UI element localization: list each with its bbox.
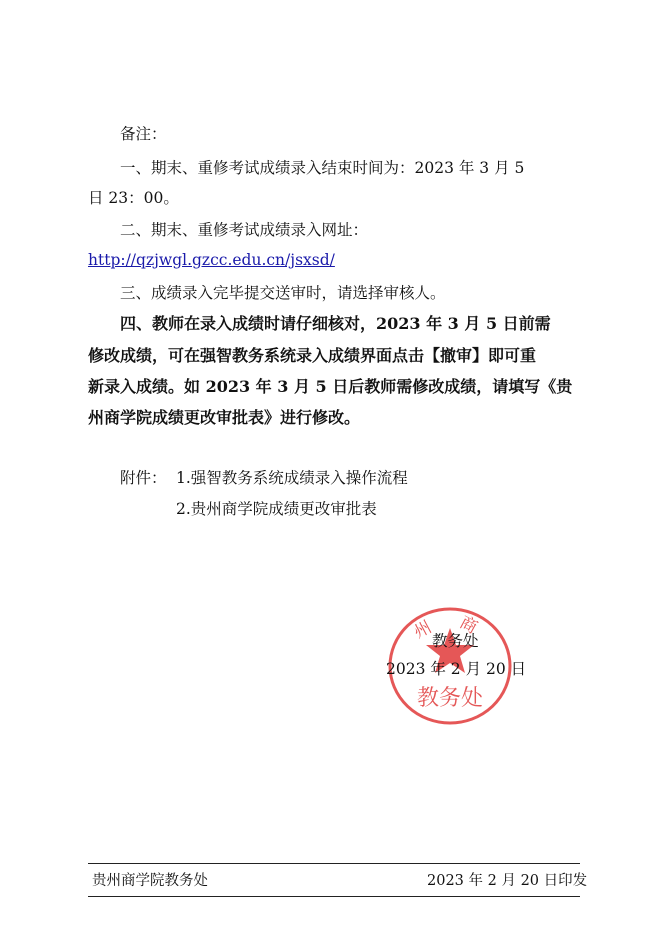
note-item-3: 三、成绩录入完毕提交送审时，请选择审核人。 bbox=[120, 284, 446, 302]
signature-org: 教务处 bbox=[432, 632, 479, 650]
note-item-4-line-4: 州商学院成绩更改审批表》进行修改。 bbox=[88, 408, 361, 427]
note-item-1-line-2: 日 23：00。 bbox=[88, 189, 179, 207]
attachments-label: 附件： bbox=[120, 469, 167, 487]
note-item-2: 二、期末、重修考试成绩录入网址： bbox=[120, 221, 369, 239]
note-item-4-line-3: 新录入成绩。如 2023 年 3 月 5 日后教师需修改成绩，请填写《贵 bbox=[88, 377, 573, 396]
footer-top-rule bbox=[88, 863, 580, 864]
attachment-item-1: 1.强智教务系统成绩录入操作流程 bbox=[176, 469, 408, 487]
attachment-item-2: 2.贵州商学院成绩更改审批表 bbox=[176, 500, 377, 518]
grading-url-link[interactable]: http://qzjwgl.gzcc.edu.cn/jsxsd/ bbox=[88, 251, 335, 269]
seal-bottom-text: 教务处 bbox=[416, 686, 484, 711]
signature-date: 2023 年 2 月 20 日 bbox=[386, 660, 527, 678]
note-item-1-line-1: 一、期末、重修考试成绩录入结束时间为：2023 年 3 月 5 bbox=[120, 159, 525, 177]
footer-issue-date: 2023 年 2 月 20 日印发 bbox=[427, 873, 588, 889]
footer-bottom-rule bbox=[88, 896, 580, 897]
note-item-4-line-1: 四、教师在录入成绩时请仔细核对，2023 年 3 月 5 日前需 bbox=[120, 314, 551, 333]
footer-issuer: 贵州商学院教务处 bbox=[92, 873, 208, 889]
notes-heading: 备注： bbox=[120, 125, 167, 143]
seal-top-text: 州 商 bbox=[410, 612, 490, 643]
note-item-4-line-2: 修改成绩，可在强智教务系统录入成绩界面点击【撤审】即可重 bbox=[88, 346, 537, 365]
